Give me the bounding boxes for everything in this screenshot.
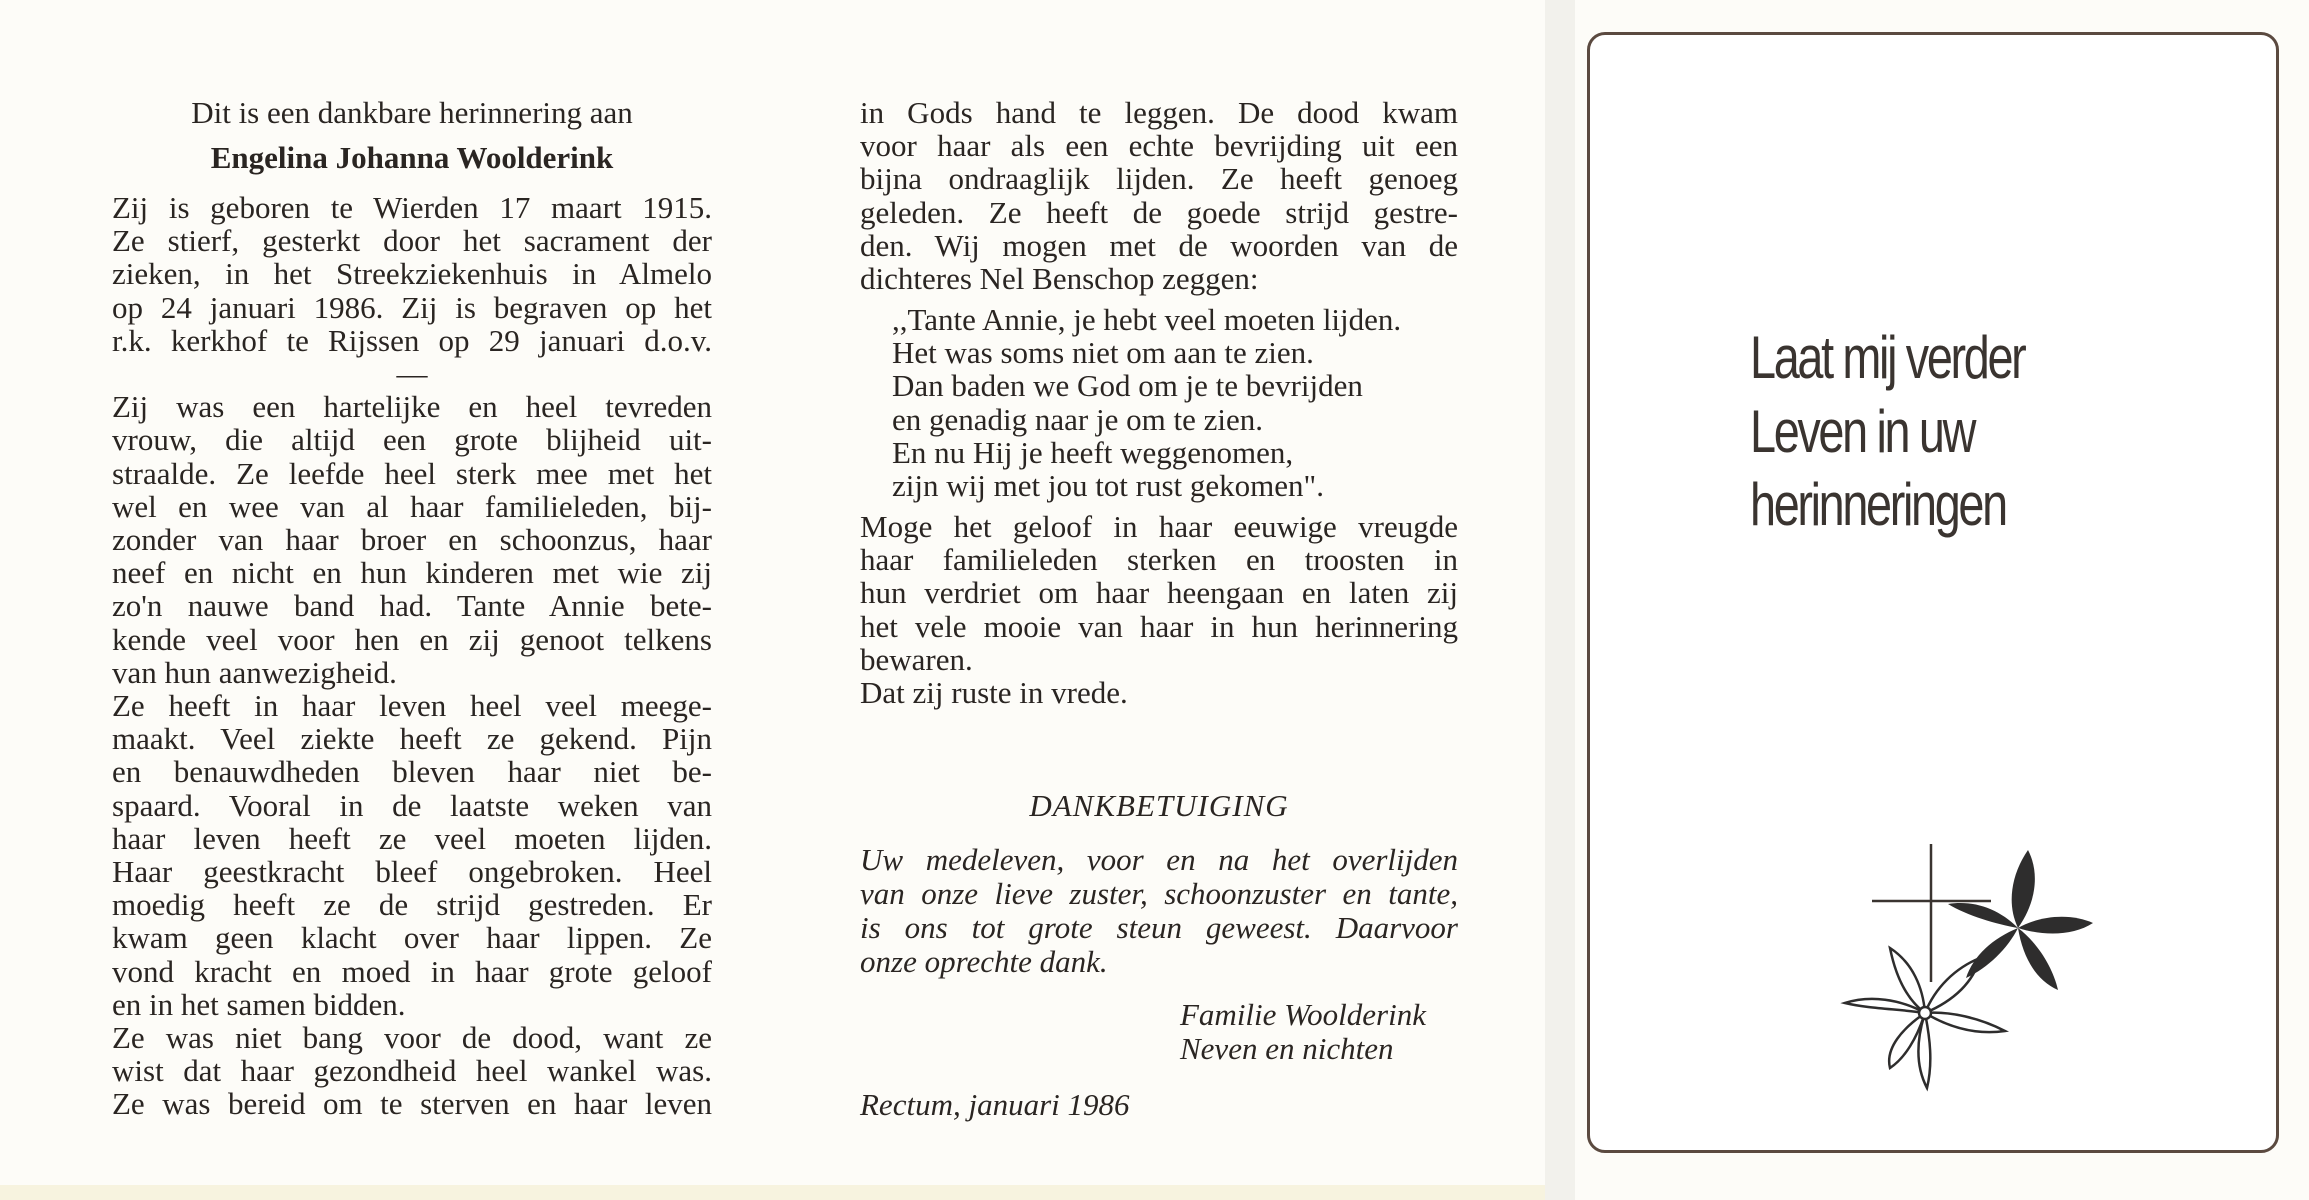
body-line: Haar geestkracht bleef ongebroken. Heel	[112, 854, 712, 889]
thanks-line: is ons tot grote steun geweest. Daarvoor	[860, 910, 1458, 945]
motto-line-3: herinneringen	[1750, 471, 2006, 538]
intro-text: Dit is een dankbare herinnering aan	[191, 95, 633, 130]
thanks-line: Uw medeleven, voor en na het overlijden	[860, 842, 1458, 877]
dark-flower-icon	[1948, 850, 2093, 990]
closing-line: Dat zij ruste in vrede.	[860, 675, 1128, 710]
body-line: zieken, in het Streekziekenhuis in Almelo	[112, 256, 712, 292]
thanks-title: DANKBETUIGING	[1029, 788, 1289, 823]
body-line: voor haar als een echte bevrijding uit een	[860, 128, 1458, 164]
poem-line: en genadig naar je om te zien.	[892, 401, 1263, 437]
body-line: maakt. Veel ziekte heeft ze gekend. Pijn	[112, 721, 712, 757]
poem-line: En nu Hij je heeft weggenomen,	[892, 434, 1294, 470]
motto-line-2: Leven in uw	[1750, 398, 1975, 465]
body-line: neef en nicht en hun kinderen met wie zij	[112, 555, 712, 591]
body-line: spaard. Vooral in de laatste weken van	[112, 787, 712, 823]
body-line: zo'n nauwe band had. Tante Annie bete-	[112, 588, 712, 624]
body-line: vrouw, die altijd een grote blijheid uit-	[112, 422, 712, 458]
body-line: en in het samen bidden.	[112, 986, 406, 1022]
signature-line-2: Neven en nichten	[1180, 1031, 1394, 1066]
thanks-line: onze oprechte dank.	[860, 944, 1108, 979]
body-line: r.k. kerkhof te Rijssen op 29 januari d.o.v.	[112, 322, 712, 358]
body-line: in Gods hand te leggen. De dood kwam	[860, 95, 1458, 130]
body-line: dichteres Nel Benschop zeggen:	[860, 261, 1259, 296]
poem-line: Dan baden we God om je te bevrijden	[892, 368, 1363, 404]
body-line: zonder van haar broer en schoonzus, haar	[112, 522, 712, 557]
body-line: Ze stierf, gesterkt door het sacrament der	[112, 223, 712, 259]
poem-line: Het was soms niet om aan te zien.	[892, 335, 1314, 371]
motto-line-1: Laat mij verder	[1750, 324, 2025, 391]
closing-line: Moge het geloof in haar eeuwige vreugde	[860, 509, 1458, 544]
closing-line: hun verdriet om haar heengaan en laten zij	[860, 575, 1458, 611]
body-line: wist dat haar gezondheid heel wankel was.	[112, 1053, 712, 1089]
closing-line: haar familieleden sterken en troosten in	[860, 542, 1458, 578]
body-line: moedig heeft ze de strijd gestreden. Er	[112, 887, 712, 923]
thanks-line: van onze lieve zuster, schoonzuster en tante,	[860, 876, 1458, 911]
body-line: wel en wee van al haar familieleden, bij-	[112, 488, 712, 524]
body-line: bijna ondraaglijk lijden. Ze heeft genoeg	[860, 161, 1458, 197]
divider-dash: —	[396, 356, 428, 391]
poem-line: zijn wij met jou tot rust gekomen".	[892, 468, 1324, 503]
poem-line: ,,Tante Annie, je hebt veel moeten lijden.	[892, 302, 1402, 337]
closing-line: bewaren.	[860, 641, 973, 677]
place-date: Rectum, januari 1986	[860, 1087, 1130, 1122]
body-line: kende veel voor hen en zij genoot telkens	[112, 621, 712, 657]
deceased-name: Engelina Johanna Woolderink	[210, 140, 614, 175]
closing-line: het vele mooie van haar in hun herinnering	[860, 608, 1458, 644]
body-line: Zij was een hartelijke en heel tevreden	[112, 389, 712, 425]
body-line: den. Wij mogen met de woorden van de	[860, 227, 1458, 263]
body-line: straalde. Ze leefde heel sterk mee met het	[112, 455, 712, 491]
body-line: Ze heeft in haar leven heel veel meege-	[112, 688, 712, 723]
signature-line-1: Familie Woolderink	[1180, 997, 1426, 1032]
body-line: en benauwdheden bleven haar niet be-	[112, 754, 712, 790]
body-line: kwam geen klacht over haar lippen. Ze	[112, 920, 712, 956]
body-line: haar leven heeft ze veel moeten lijden.	[112, 820, 712, 856]
body-line: op 24 januari 1986. Zij is begraven op het	[112, 289, 712, 325]
body-line: van hun aanwezigheid.	[112, 654, 397, 690]
body-line: Ze was bereid om te sterven en haar leven	[112, 1086, 712, 1122]
body-line: Ze was niet bang voor de dood, want ze	[112, 1020, 712, 1055]
body-line: Zij is geboren te Wierden 17 maart 1915.	[112, 190, 712, 225]
body-line: vond kracht en moed in haar grote geloof	[112, 953, 712, 989]
body-line: geleden. Ze heeft de goede strijd gestre-	[860, 194, 1458, 230]
